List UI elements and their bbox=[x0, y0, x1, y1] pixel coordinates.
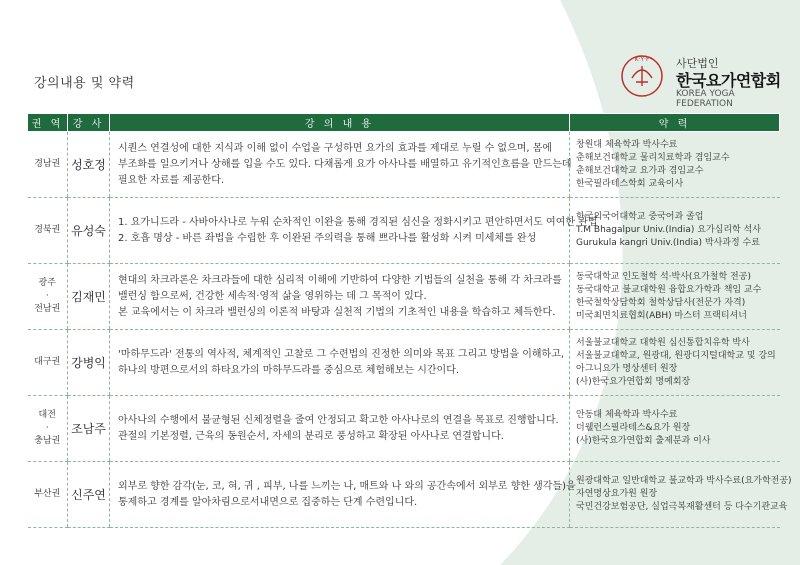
content-cell-line: 1. 요가니드라 - 사바아사나로 누워 순차적인 이완을 통해 경직된 심신을 정화시키고 편안하면서도 여여한 관법 bbox=[118, 216, 598, 228]
page-title: 강의내용 및 약력 bbox=[34, 76, 135, 91]
content-cell-line: 하나의 방편으로서의 하타요가의 마하무드라를 중심으로 체험해보는 시간이다. bbox=[118, 364, 460, 376]
career-cell-line: 원광대학교 일반대학교 불교학과 박사수료(요가학전공) bbox=[576, 476, 792, 486]
lecturer-cell: 신주연 bbox=[68, 462, 110, 528]
career-cell-line: (사)한국요가연합회 명예회장 bbox=[576, 376, 691, 387]
content-cell-line: 외부로 향한 감각(눈, 코, 혀, 귀 , 피부, 나를 느끼는 나, 매트와 나 와의 공간속에서 외부로 향한 생각들)을 bbox=[118, 480, 576, 492]
content-cell-line: 부조화를 일으키거나 상해를 입을 수도 있다. 다채롭게 요가 아사나를 배열하고 유기적인흐름을 만드는데 bbox=[118, 158, 572, 170]
career-cell-line: 한국필라테스학회 교육이사 bbox=[576, 178, 684, 189]
region-cell bbox=[28, 198, 68, 264]
career-cell-line: (사)한국요가연합회 출제분과 이사 bbox=[576, 436, 711, 446]
lecturer-cell: 김재민 bbox=[68, 264, 110, 330]
content-cell bbox=[110, 132, 570, 198]
career-cell bbox=[570, 462, 792, 528]
career-cell-line: 서울불교대학교, 원광대, 원광디지털대학교 및 강의 bbox=[576, 350, 776, 361]
content-cell bbox=[110, 462, 576, 528]
career-cell-line: 동국대학교 불교대학원 융합요가학과 책임 교수 bbox=[576, 284, 762, 295]
table-row bbox=[28, 132, 780, 198]
content-cell-line: 밸런싱 함으로써, 건강한 세속적·영적 삶을 영위하는 데 그 목적이 있다. bbox=[118, 290, 427, 302]
career-cell bbox=[570, 396, 780, 462]
table-row bbox=[28, 198, 780, 264]
content-cell bbox=[110, 264, 570, 330]
kyf-emblem-icon bbox=[618, 52, 666, 100]
table-header-row bbox=[28, 114, 780, 132]
career-cell-line: 미국최면치료협회(ABH) 마스터 프랙티셔너 bbox=[576, 310, 747, 321]
career-cell-line: 더웰런스필라테스&요가 원장 bbox=[576, 423, 691, 433]
career-cell bbox=[570, 132, 780, 198]
lecturer-cell: 강병익 bbox=[68, 330, 110, 396]
career-cell-line: 창원대 체육학과 박사수료 bbox=[576, 139, 678, 150]
region-cell bbox=[28, 132, 68, 198]
header-content: 강 의 내 용 bbox=[110, 114, 570, 132]
career-cell-line: 동국대학교 인도철학 석·박사(요가철학 전공) bbox=[576, 271, 751, 282]
region-cell-line: 경북권 bbox=[34, 225, 61, 235]
content-cell-line: 통제하고 경계를 알아차림으로서내면으로 집중하는 단계 수련입니다. bbox=[118, 496, 418, 508]
career-cell-line: 자연명상요가원 원장 bbox=[576, 489, 658, 499]
org-name: 한국요가연합회 bbox=[676, 71, 781, 90]
content-cell-line: 관절의 기본정렬, 근육의 동원순서, 자세의 분리로 풍성하고 확장된 아사나로 연결합니다. bbox=[118, 430, 504, 442]
career-cell-line: 안동대 체육학과 박사수료 bbox=[576, 410, 678, 420]
content-cell-line: 아사나의 수행에서 불균형된 신체정렬을 줄여 안정되고 확고한 아사나로의 연결을 목표로 진행합니다. bbox=[118, 414, 559, 426]
career-cell-line: 서울불교대학교 대학원 심신통합치유학 박사 bbox=[576, 337, 750, 348]
region-cell-line: 대구권 bbox=[34, 357, 61, 367]
content-cell bbox=[110, 330, 570, 396]
region-cell-line: · bbox=[45, 291, 49, 301]
content-cell-line: 2. 호흡 명상 - 바른 좌법을 수립한 후 이완된 주의력을 통해 쁘라나를 활성화 시켜 미세체를 완성 bbox=[118, 232, 537, 244]
career-cell-line: 춘해보건대학교 물리치료학과 겸임교수 bbox=[576, 152, 730, 163]
org-type-label: 사단법인 bbox=[676, 57, 719, 70]
career-cell-line: 아그니요가 명상센터 원장 bbox=[576, 363, 678, 374]
region-cell bbox=[28, 396, 68, 462]
header-career: 약 력 bbox=[570, 114, 780, 132]
career-cell bbox=[570, 330, 780, 396]
table-row bbox=[28, 330, 780, 396]
region-cell bbox=[28, 462, 68, 528]
career-cell bbox=[570, 264, 780, 330]
region-cell bbox=[28, 330, 68, 396]
emblem-text: K·Y·F bbox=[634, 56, 650, 63]
content-cell bbox=[110, 396, 570, 462]
organization-logo bbox=[618, 52, 788, 109]
region-cell-line: 전남권 bbox=[34, 304, 61, 314]
region-cell-line: · bbox=[45, 423, 49, 433]
career-cell-line: 한국철학상담학회 철학상담사(전문가 자격) bbox=[576, 297, 746, 308]
header-lecturer: 강 사 bbox=[68, 114, 110, 132]
region-cell-line: 충남권 bbox=[34, 436, 61, 446]
region-cell-line: 경남권 bbox=[34, 159, 61, 169]
content-cell-line: 시퀀스 연결성에 대한 지식과 이해 없이 수업을 구성하면 요가의 효과를 제대로 누릴 수 없으며, 몸에 bbox=[118, 142, 553, 154]
table-row bbox=[28, 396, 780, 462]
region-cell-line: 부산권 bbox=[34, 489, 61, 499]
content-cell-line: 현대의 차크라론은 차크라들에 대한 심리적 이해에 기반하여 다양한 기법들의 실천을 통해 각 차크라를 bbox=[118, 274, 562, 286]
content-cell bbox=[110, 198, 598, 264]
header-region: 권 역 bbox=[28, 114, 68, 132]
region-cell-line: 대전 bbox=[38, 410, 56, 420]
content-cell-line: 필요한 자료를 제공한다. bbox=[118, 174, 225, 186]
lecturer-cell: 유성숙 bbox=[68, 198, 110, 264]
lecturer-cell: 조남주 bbox=[68, 396, 110, 462]
career-cell-line: 춘해보건대학교 요가과 겸임교수 bbox=[576, 165, 704, 176]
region-cell-line: 광주 bbox=[38, 278, 56, 288]
region-cell bbox=[28, 264, 68, 330]
table-row bbox=[28, 264, 780, 330]
lecture-table bbox=[27, 113, 792, 528]
career-cell-line: 국민건강보험공단, 실업극복재활센터 등 다수기관교육 bbox=[576, 502, 788, 512]
career-cell-line: Gurukula kangri Univ.(India) 박사과정 수료 bbox=[576, 238, 760, 248]
content-cell-line: '마하무드라' 전통의 역사적, 체계적인 고찰로 그 수련법의 진정한 의미와 목표 그리고 방법을 이해하고, bbox=[118, 348, 565, 360]
content-cell-line: 본 교육에서는 이 차크라 밸런싱의 이론적 바탕과 실천적 기법의 기초적인 내용을 학습하고 체득한다. bbox=[118, 306, 556, 318]
career-cell-line: T.M Bhagalpur Univ.(India) 요가심리학 석사 bbox=[576, 225, 761, 235]
career-cell bbox=[570, 198, 780, 264]
table-row bbox=[28, 462, 780, 528]
org-english-name: KOREA YOGA FEDERATION bbox=[676, 89, 735, 109]
lecturer-cell: 성호정 bbox=[68, 132, 110, 198]
career-cell-line: 한국외국어대학교 중국어과 졸업 bbox=[576, 212, 704, 222]
